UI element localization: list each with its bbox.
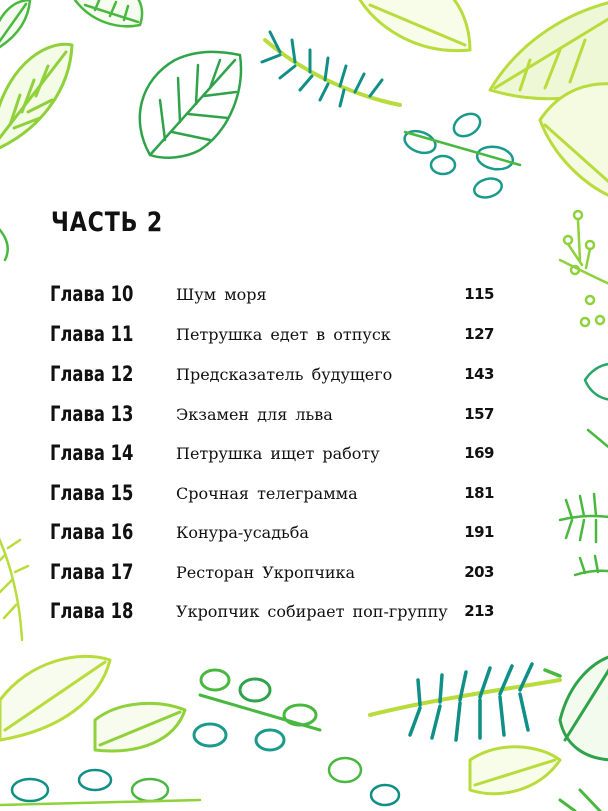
toc-row[interactable] <box>0 481 608 511</box>
chapter-number: Глава 13 <box>50 402 134 426</box>
chapter-number: Глава 10 <box>50 282 134 306</box>
chapter-title: Срочная телеграмма <box>176 484 358 503</box>
page-number: 169 <box>464 444 494 462</box>
page-number: 157 <box>464 405 494 423</box>
chapter-number: Глава 12 <box>50 362 134 386</box>
toc-row[interactable] <box>0 441 608 471</box>
leaf-icon <box>0 44 72 150</box>
page-number: 191 <box>464 523 494 541</box>
page-number: 127 <box>464 325 494 343</box>
leaf-icon <box>360 0 608 200</box>
page-number: 203 <box>464 563 494 581</box>
chapter-title: Экзамен для льва <box>176 405 333 424</box>
toc-row[interactable] <box>0 402 608 432</box>
toc-row[interactable] <box>0 520 608 550</box>
chapter-title: Укропчик собирает поп-группу <box>176 602 448 621</box>
page-number: 115 <box>464 285 494 303</box>
toc-row[interactable] <box>0 362 608 392</box>
chapter-number: Глава 18 <box>50 599 134 623</box>
chapter-number: Глава 14 <box>50 441 134 465</box>
fern-icon <box>262 32 400 106</box>
chapter-title: Петрушка едет в отпуск <box>176 325 391 344</box>
page-number: 143 <box>464 365 494 383</box>
leaf-icon <box>0 656 320 751</box>
fern-icon <box>370 664 560 740</box>
chapter-number: Глава 11 <box>50 322 134 346</box>
leaf-icon <box>470 655 608 811</box>
leaf-icon <box>402 109 520 200</box>
page-number: 181 <box>464 484 494 502</box>
chapter-title: Шум моря <box>176 285 267 304</box>
toc-row[interactable] <box>0 560 608 590</box>
toc-row[interactable] <box>0 282 608 312</box>
chapter-title: Конура-усадьба <box>176 523 309 542</box>
part-title: ЧАСТЬ 2 <box>51 207 164 238</box>
chapter-number: Глава 16 <box>50 520 134 544</box>
chapter-title: Ресторан Укропчика <box>176 563 356 582</box>
page-number: 213 <box>464 602 494 620</box>
toc-row[interactable] <box>0 322 608 352</box>
chapter-number: Глава 15 <box>50 481 134 505</box>
leaf-icon <box>75 0 142 26</box>
leaf-icon <box>0 0 30 50</box>
chapter-title: Предсказатель будущего <box>176 365 393 384</box>
leaf-icon <box>0 758 399 805</box>
toc-row[interactable] <box>0 599 608 629</box>
leaf-icon <box>140 52 241 158</box>
chapter-number: Глава 17 <box>50 560 134 584</box>
chapter-title: Петрушка ищет работу <box>176 444 380 463</box>
